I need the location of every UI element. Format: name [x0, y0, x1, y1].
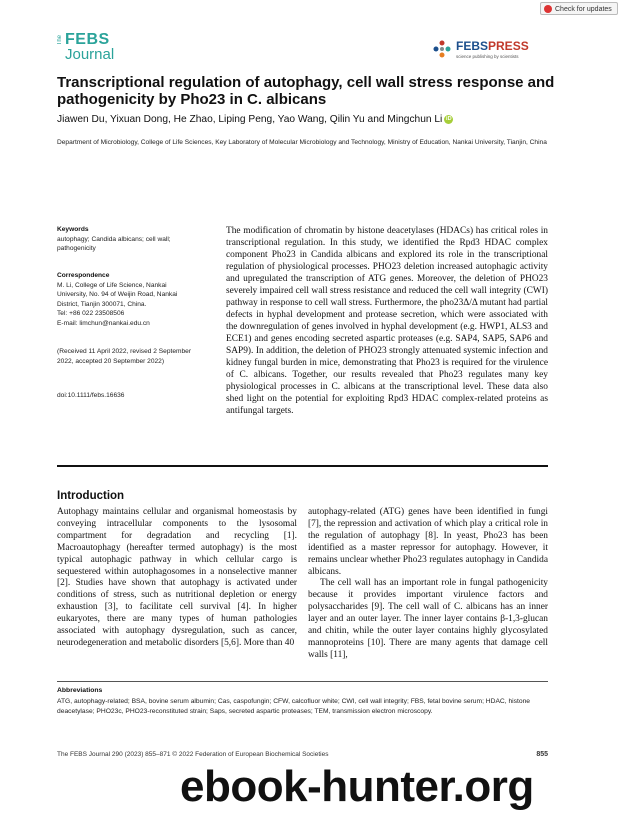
abbreviations-heading: Abbreviations: [57, 687, 103, 694]
abbreviations-text: ATG, autophagy-related; BSA, bovine serum albumin; Cas, caspofungin; CFW, calcofluor white; CWI, cell wall integrity; FBS, fetal bovine serum; HDAC, histone deacetylase; PHO23c, PHO23-reconstituted strain; Saps, secreted aspartic proteases; TEM, transmission electron microscopy.: [57, 698, 531, 715]
journal-logo-febs: FEBS: [65, 31, 110, 48]
correspondence-heading: Correspondence: [57, 272, 110, 279]
watermark: ebook-hunter.org: [180, 762, 534, 811]
page-footer: [57, 751, 548, 758]
update-icon: [544, 5, 552, 13]
section-divider: [57, 465, 548, 467]
correspondence-line: Tel: +86 022 23508506: [57, 310, 125, 317]
check-for-updates-badge[interactable]: [540, 2, 618, 15]
affiliation: Department of Microbiology, College of Life Sciences, Key Laboratory of Molecular Microbiology and Technology, Ministry of Education, Nankai University, Tianjin, China: [57, 139, 547, 146]
journal-logo: [57, 31, 119, 67]
received-dates: (Received 11 April 2022, revised 2 September 2022, accepted 20 September 2022): [57, 348, 192, 365]
doi[interactable]: doi:10.1111/febs.16636: [57, 392, 125, 399]
correspondence-block: [57, 271, 207, 328]
febs-press-tagline: science publishing by scientists: [456, 54, 519, 59]
correspondence-line: District, Tianjin 300071, China.: [57, 300, 147, 308]
keywords-heading: Keywords: [57, 226, 89, 233]
orcid-icon[interactable]: iD: [446, 115, 452, 122]
introduction-heading: Introduction: [57, 490, 125, 502]
article-title: Transcriptional regulation of autophagy, cell wall stress response and pathogenicity by Pho23 in C. albicans: [57, 74, 555, 108]
intro-column-left: [57, 507, 297, 650]
page-number: 855: [536, 751, 548, 758]
footer-citation: The FEBS Journal 290 (2023) 855–871 © 2022 Federation of European Biochemical Societies: [57, 751, 329, 758]
intro-paragraph: The cell wall has an important role in fungal pathogenicity because it provides important virulence factors and polysaccharides [9]. The cell wall of C. albicans has an inner layer and an outer layer. The inner layer contains β-1,3-glucan and chitin, while the outer layer contains highly glycosylated mannoproteins [10]. There are many agents that damage cell walls [11],: [308, 578, 548, 660]
correspondence-line: University, No. 94 of Weijin Road, Nankai: [57, 291, 178, 298]
correspondence-line: M. Li, College of Life Science, Nankai: [57, 281, 167, 289]
keywords-block: [57, 225, 207, 254]
journal-logo-the: The: [57, 35, 63, 46]
author-list: [57, 114, 577, 125]
intro-column-right: [308, 507, 548, 662]
febs-press-name: FEBSPRESS: [456, 39, 529, 53]
keywords-text: autophagy; Candida albicans; cell wall; pathogenicity: [57, 235, 171, 252]
journal-logo-journal: Journal: [65, 46, 115, 63]
febs-press-logo: [432, 37, 542, 63]
correspondence-email[interactable]: E-mail: limchun@nankai.edu.cn: [57, 319, 150, 327]
intro-paragraph: autophagy-related (ATG) genes have been identified in fungi [7], the repression and activation of which play a critical role in the regulation of autophagy [8]. In yeast, Pho23 has been identified as a master repressor for autophagy. However, it remains unclear whether Pho23 regulates autophagy in Candida albicans.: [308, 507, 548, 577]
febs-press-dots-icon: [432, 39, 452, 59]
author-names: Jiawen Du, Yixuan Dong, He Zhao, Liping Peng, Yao Wang, Qilin Yu and Mingchun Li: [57, 114, 443, 125]
abstract: The modification of chromatin by histone deacetylases (HDACs) has critical roles in transcriptional regulation. In this study, we identified the Rpd3 HDAC complex component Pho23 in Candida albicans and explored its role in the transcriptional regulation of physiological processes. PHO23 deletion increased autophagic activity and upregulated the transcription of ATG genes. Moreover, the deletion of PHO23 severely impaired cell wall stress resistance and reduced the cell wall integrity (CWI) pathway in response to cell wall stress. Furthermore, the pho23Δ/Δ mutant had partial defects in hyphal development and protease secretion, which were associated with the downregulation of genes involved in hyphal development (e.g. HWP1, ALS3 and ECE1) and genes encoding secreted aspartic proteases (e.g. SAP4, SAP5, SAP6 and SAP9). In addition, the deletion of PHO23 strongly attenuated systemic infection and kidney fungal burden in mice, demonstrating that Pho23 is required for the virulence of C. albicans. Together, our results revealed that Pho23 regulates many key physiological processes in C. albicans at the transcriptional level. These data also shed light on the potential for exploiting Rpd3 HDAC complex-related proteins as antifungal targets.: [226, 226, 548, 416]
abbreviations-divider: [57, 681, 548, 682]
intro-paragraph: Autophagy maintains cellular and organismal homeostasis by conveying intracellular components to the lysosomal compartment for degradation and recycling [1]. Macroautophagy (hereafter termed autophagy) is the most typical autophagic pathway in which cellular cargo is sequestered within autophagosomes in a nonselective manner [2]. Studies have shown that autophagy is activated under conditions of stress, such as nutritional depletion or energy exhaustion [3], to facilitate cell survival [4]. In higher eukaryotes, there are many types of human pathologies associated with autophagy dysregulation, such as cancer, neurodegeneration and metabolic disorders [5,6]. More than 40: [57, 507, 297, 648]
check-for-updates-label: Check for updates: [555, 6, 612, 13]
